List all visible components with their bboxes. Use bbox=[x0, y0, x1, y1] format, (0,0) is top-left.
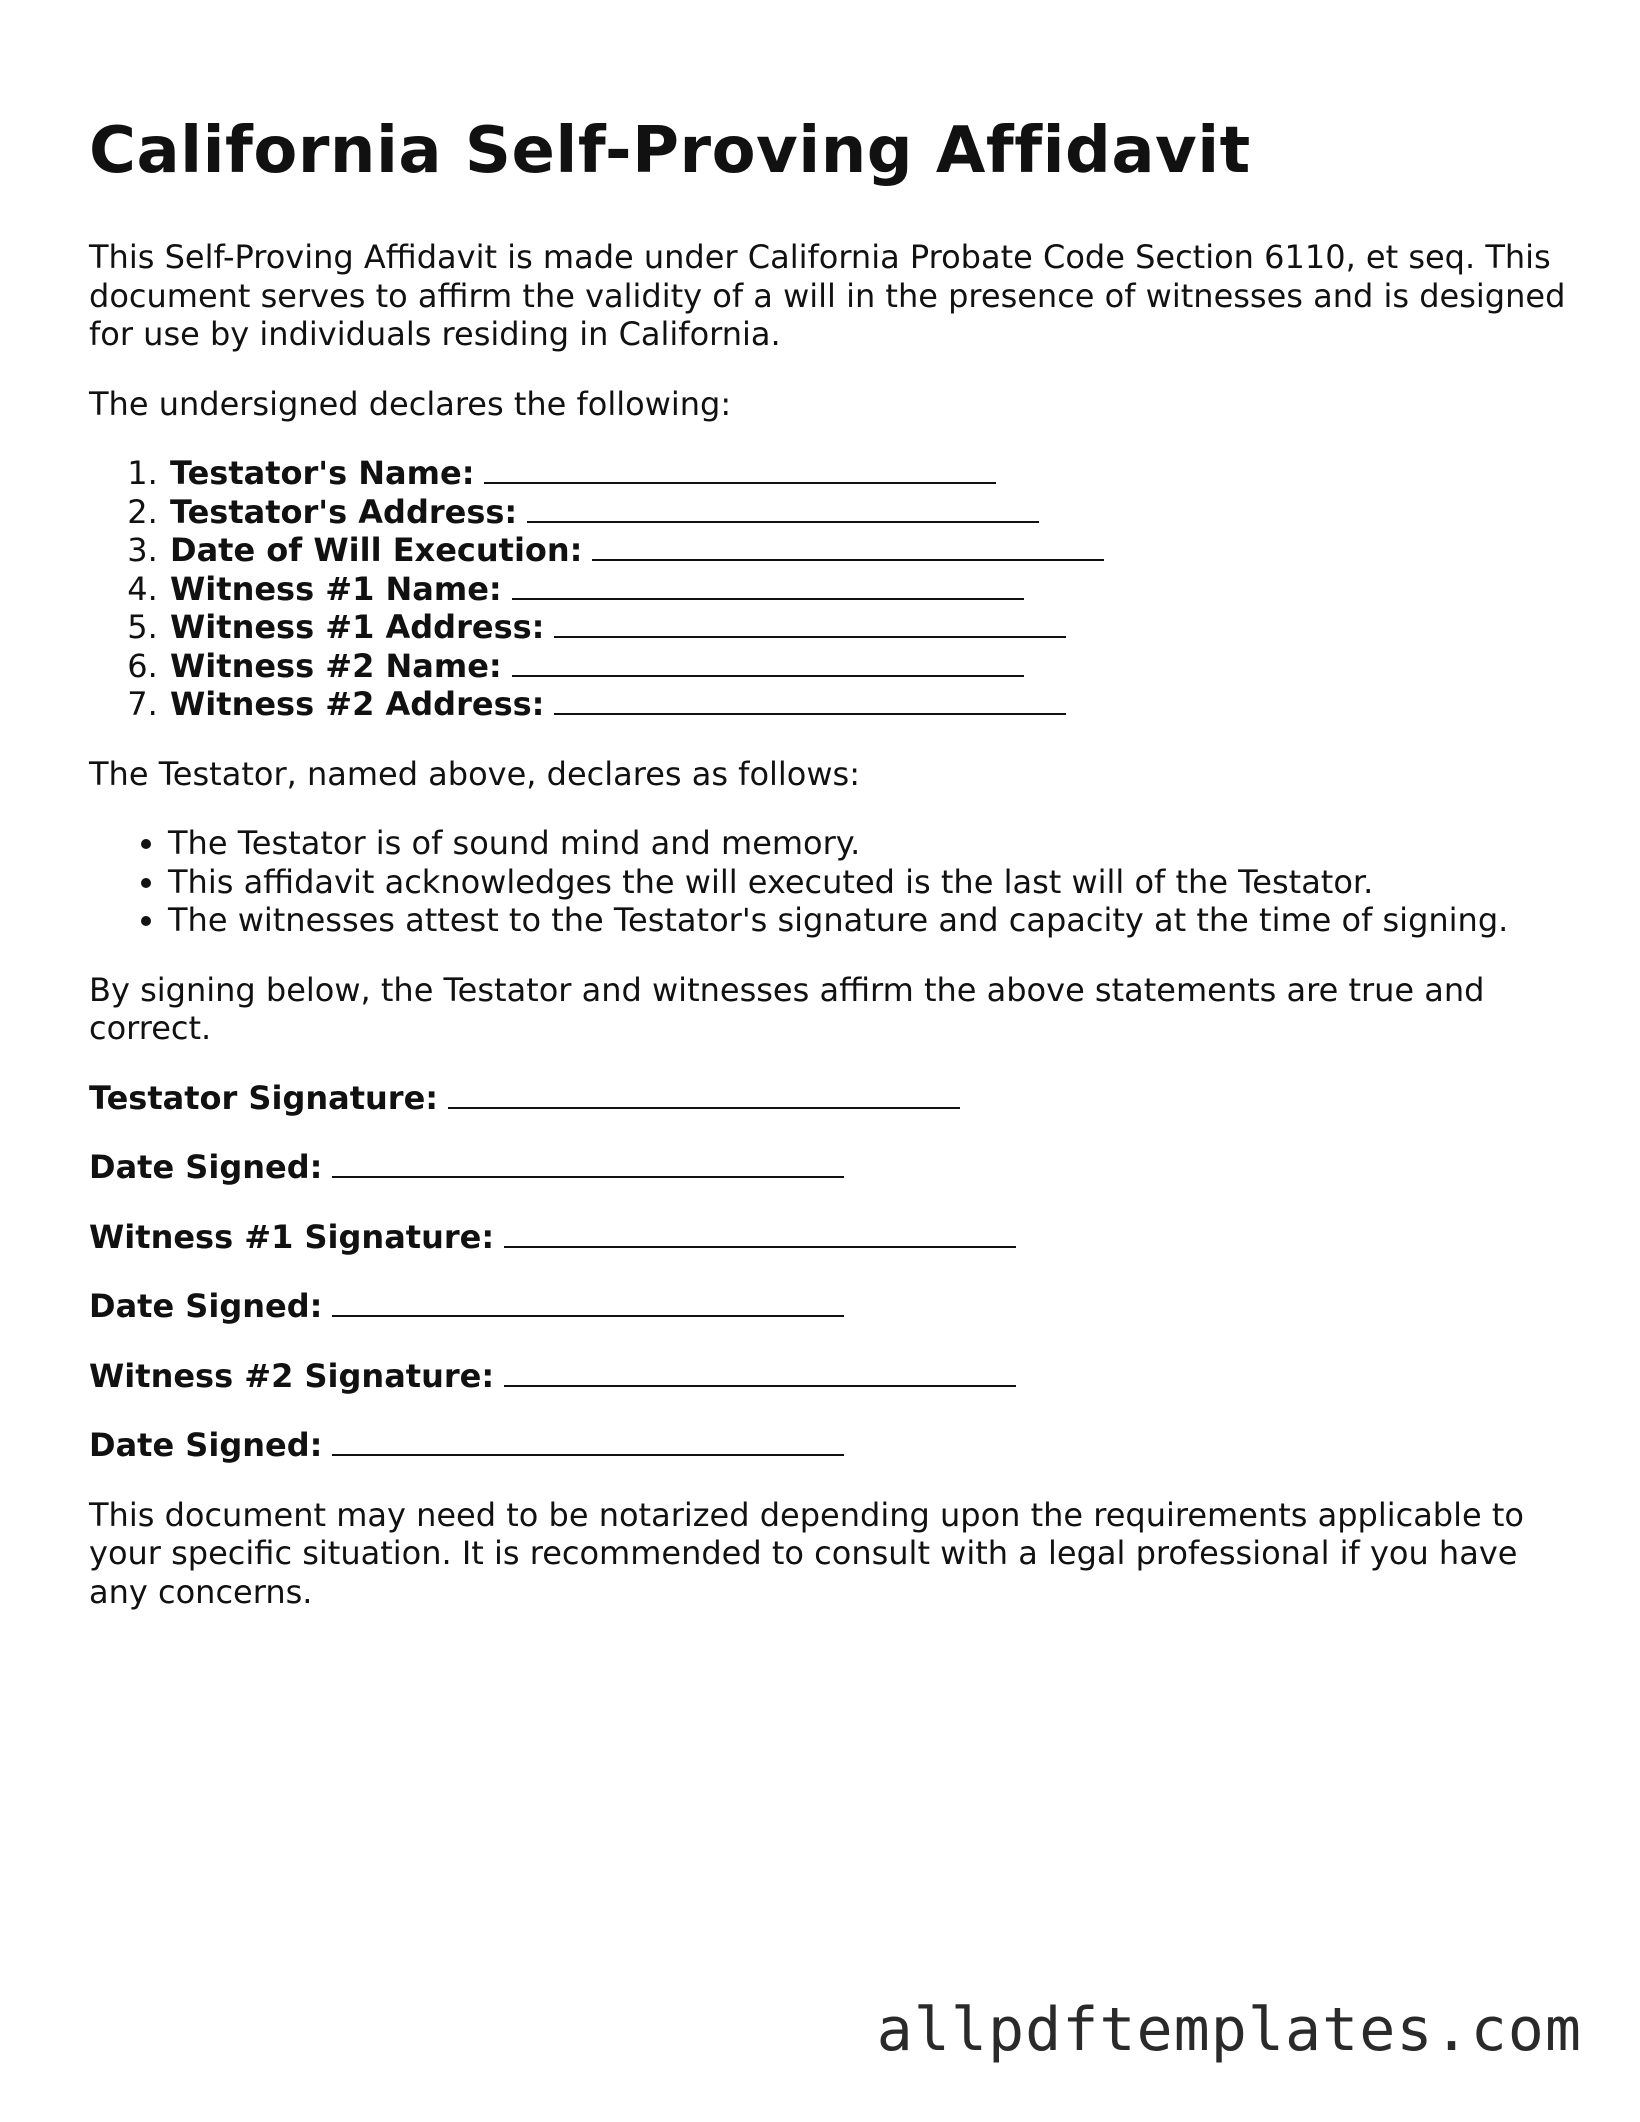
field-item-witness1-address bbox=[168, 608, 1569, 647]
field-item-witness1-name bbox=[168, 570, 1569, 609]
field-item-testator-name bbox=[168, 454, 1569, 493]
closing-paragraph: This document may need to be notarized depending upon the requirements applicable to your specific situation. It is recommended to consult with a legal professional if you have any concerns. bbox=[89, 1495, 1524, 1611]
field-label: Witness #2 Name: bbox=[170, 646, 502, 685]
signature-label: Date Signed: bbox=[89, 1148, 323, 1186]
signature-line[interactable] bbox=[332, 1428, 844, 1456]
statements-list bbox=[89, 824, 1569, 940]
blank-line[interactable] bbox=[554, 610, 1066, 638]
statement-item: • This affidavit acknowledges the will executed is the last will of the Testator. bbox=[168, 863, 1569, 902]
signature-line[interactable] bbox=[332, 1289, 844, 1317]
blank-line[interactable] bbox=[527, 495, 1039, 523]
declares-heading: The undersigned declares the following: bbox=[89, 384, 732, 423]
affidavit-content bbox=[89, 110, 1569, 1611]
field-label: Testator's Name: bbox=[170, 454, 475, 492]
statement-item: • The Testator is of sound mind and memory. bbox=[168, 824, 1569, 863]
blank-line[interactable] bbox=[592, 533, 1104, 561]
signature-line[interactable] bbox=[504, 1359, 1016, 1387]
field-label: Witness #1 Name: bbox=[170, 569, 502, 608]
signature-testator bbox=[89, 1079, 1569, 1118]
field-item-will-date bbox=[168, 531, 1569, 570]
blank-line[interactable] bbox=[512, 572, 1024, 600]
signature-label: Date Signed: bbox=[89, 1287, 323, 1325]
signature-line[interactable] bbox=[332, 1150, 844, 1178]
signature-line[interactable] bbox=[504, 1220, 1016, 1248]
signature-testator-date bbox=[89, 1148, 1569, 1187]
field-label: Witness #1 Address: bbox=[170, 608, 545, 646]
intro-paragraph: This Self-Proving Affidavit is made under California Probate Code Section 6110, et seq. This document serves to affirm the validity of a will in the presence of witnesses and is designed for use by individuals residing in California. bbox=[89, 238, 1566, 353]
field-item-witness2-address bbox=[168, 685, 1569, 724]
signature-label: Witness #2 Signature: bbox=[89, 1356, 495, 1395]
signature-witness2 bbox=[89, 1357, 1569, 1396]
declaration-fields-list bbox=[89, 454, 1569, 724]
signature-witness2-date bbox=[89, 1426, 1569, 1465]
signature-witness1-date bbox=[89, 1287, 1569, 1326]
blank-line[interactable] bbox=[512, 649, 1024, 677]
signature-label: Witness #1 Signature: bbox=[89, 1217, 495, 1256]
signature-line[interactable] bbox=[448, 1081, 960, 1109]
blank-line[interactable] bbox=[554, 687, 1066, 715]
affirmation-paragraph: By signing below, the Testator and witnesses affirm the above statements are true and correct. bbox=[89, 970, 1485, 1047]
field-label: Date of Will Execution: bbox=[170, 531, 583, 569]
field-item-witness2-name bbox=[168, 647, 1569, 686]
signature-label: Date Signed: bbox=[89, 1426, 323, 1464]
field-item-testator-address bbox=[168, 493, 1569, 532]
field-label: Witness #2 Address: bbox=[170, 685, 545, 723]
document-title: California Self-Proving Affidavit bbox=[89, 114, 1251, 188]
blank-line[interactable] bbox=[484, 456, 996, 484]
watermark: allpdftemplates.com bbox=[876, 1995, 1582, 2065]
statement-item: • The witnesses attest to the Testator's signature and capacity at the time of signing. bbox=[168, 901, 1569, 940]
testator-declares-heading: The Testator, named above, declares as follows: bbox=[89, 754, 860, 793]
field-label: Testator's Address: bbox=[170, 492, 518, 531]
signature-witness1 bbox=[89, 1218, 1569, 1257]
signature-label: Testator Signature: bbox=[89, 1078, 439, 1117]
